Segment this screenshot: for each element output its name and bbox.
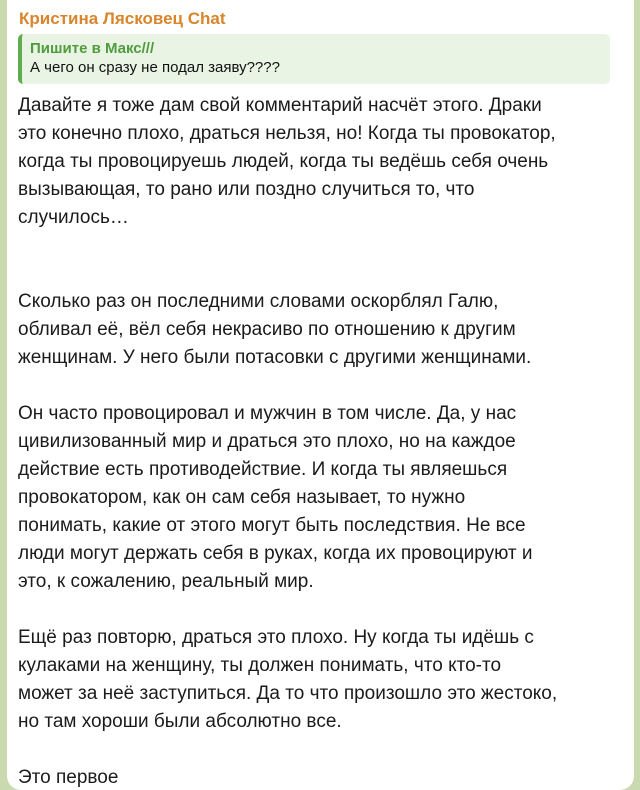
text-line: Это первое xyxy=(18,767,119,788)
paragraph-2 xyxy=(18,288,622,372)
text-line: Ещё раз повторю, драться это плохо. Ну когда ты идёшь с xyxy=(18,627,534,648)
text-line: вызывающая, то рано или поздно случиться то, что xyxy=(18,179,475,200)
paragraph-1 xyxy=(18,92,622,232)
message-bubble xyxy=(7,0,634,790)
paragraph-4 xyxy=(18,624,622,736)
reply-author: Пишите в Макс/// xyxy=(30,40,155,57)
text-line: понимать, какие от этого могут быть последствия. Не все xyxy=(18,515,526,536)
text-line: но там хороши были абсолютно все. xyxy=(18,711,342,732)
text-line: женщинам. У него были потасовки с другими женщинами. xyxy=(18,347,532,368)
text-line: Он часто провоцировал и мужчин в том числе. Да, у нас xyxy=(18,403,517,424)
text-line: случилось… xyxy=(18,207,129,228)
text-line: люди могут держать себя в руках, когда их провоцируют и xyxy=(18,543,533,564)
reply-quote[interactable] xyxy=(18,34,610,84)
text-line: это конечно плохо, драться нельзя, но! Когда ты провокатор, xyxy=(18,123,556,144)
message-text xyxy=(18,92,622,790)
text-line: Сколько раз он последними словами оскорблял Галю, xyxy=(18,291,499,312)
text-line: провокатором, как он сам себя называет, то нужно xyxy=(18,487,466,508)
text-line: может за неё заступиться. Да то что произошло это жестоко, xyxy=(18,683,558,704)
sender-name[interactable]: Кристина Лясковец Chat xyxy=(19,9,226,28)
text-line: кулаками на женщину, ты должен понимать, что кто-то xyxy=(18,655,502,676)
text-line: действие есть противодействие. И когда ты являешься xyxy=(18,459,508,480)
text-line: когда ты провоцируешь людей, когда ты ведёшь себя очень xyxy=(18,151,549,172)
text-line: Давайте я тоже дам свой комментарий насчёт этого. Драки xyxy=(18,95,542,116)
text-line: обливал её, вёл себя некрасиво по отношению к другим xyxy=(18,319,516,340)
reply-text: А чего он сразу не подал заяву???? xyxy=(30,59,280,76)
paragraph-3 xyxy=(18,400,622,596)
text-line: это, к сожалению, реальный мир. xyxy=(18,571,314,592)
paragraph-5 xyxy=(18,764,622,790)
text-line: цивилизованный мир и драться это плохо, но на каждое xyxy=(18,431,516,452)
